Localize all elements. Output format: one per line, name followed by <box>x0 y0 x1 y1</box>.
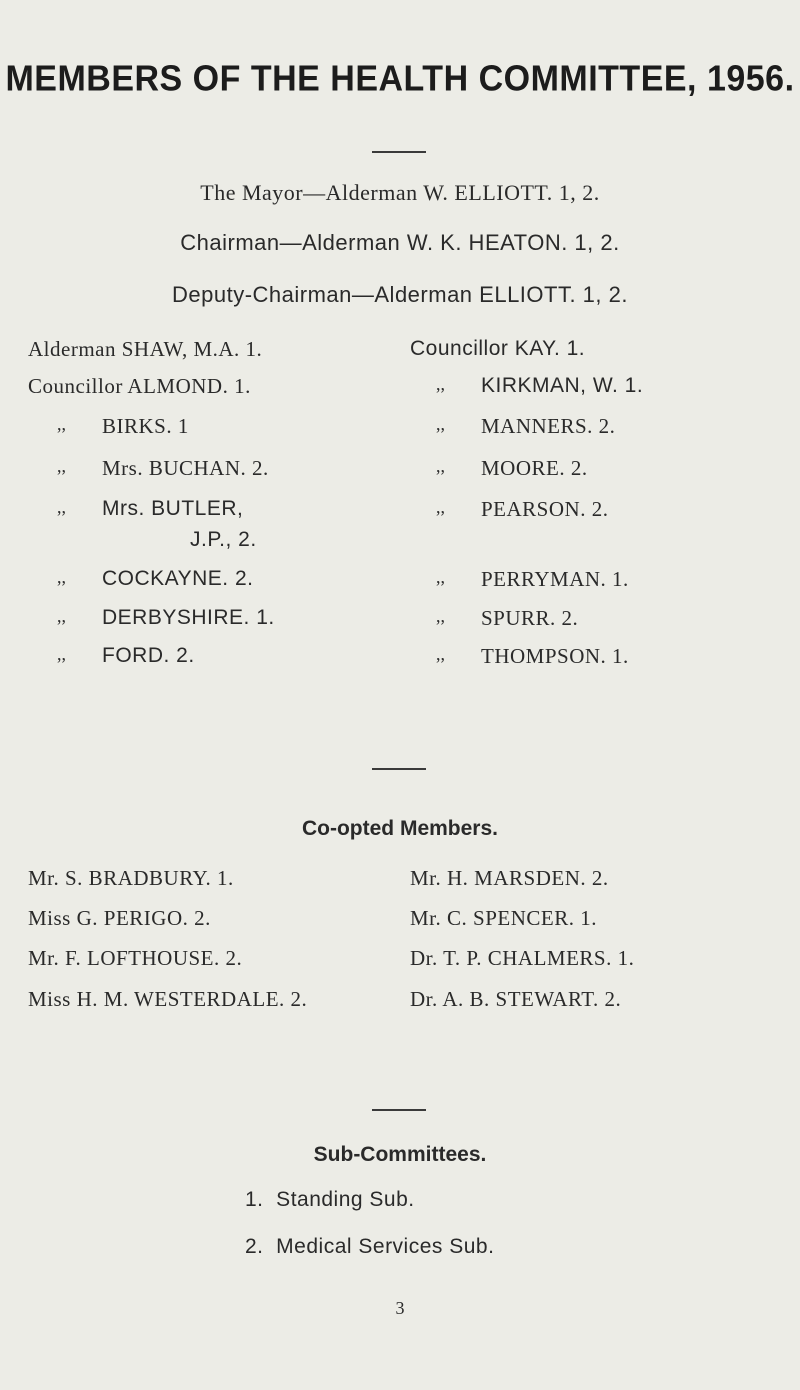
mayor-line: The Mayor—Alderman W. ELLIOTT. 1, 2. <box>200 180 600 205</box>
deputy-chairman-line: Deputy-Chairman—Alderman ELLIOTT. 1, 2. <box>171 282 628 307</box>
subcommittees-heading: Sub-Committees. <box>313 1143 487 1166</box>
alderman-entry: Alderman SHAW, M.A. 1. <box>28 337 263 361</box>
member-entry: Mrs. BUTLER, <box>102 497 244 520</box>
ditto-mark: ,, <box>436 567 445 587</box>
coopted-member: Dr. T. P. CHALMERS. 1. <box>410 946 635 970</box>
ditto-mark: ,, <box>436 497 445 517</box>
coopted-member: Miss G. PERIGO. 2. <box>28 906 211 930</box>
councillor-entry: Councillor KAY. 1. <box>410 337 586 360</box>
member-entry: PERRYMAN. 1. <box>481 567 629 591</box>
member-entry: KIRKMAN, W. 1. <box>481 374 644 397</box>
member-entry: MANNERS. 2. <box>481 414 616 438</box>
member-entry: BIRKS. 1 <box>102 414 189 438</box>
coopted-member: Miss H. M. WESTERDALE. 2. <box>28 987 308 1011</box>
page-title: MEMBERS OF THE HEALTH COMMITTEE, 1956. <box>5 59 795 99</box>
coopted-member: Mr. H. MARSDEN. 2. <box>410 866 609 890</box>
member-entry: FORD. 2. <box>102 644 195 667</box>
divider-top <box>372 151 426 153</box>
ditto-mark: ,, <box>436 644 445 664</box>
page-number: 3 <box>395 1298 405 1318</box>
ditto-mark: ,, <box>436 606 445 626</box>
ditto-mark: ,, <box>57 497 66 517</box>
ditto-mark: ,, <box>436 456 445 476</box>
coopted-heading: Co-opted Members. <box>301 817 498 840</box>
member-entry: SPURR. 2. <box>481 606 579 630</box>
member-entry: MOORE. 2. <box>481 456 588 480</box>
coopted-member: Mr. C. SPENCER. 1. <box>410 906 597 930</box>
coopted-member: Mr. F. LOFTHOUSE. 2. <box>28 946 243 970</box>
coopted-member: Dr. A. B. STEWART. 2. <box>410 987 622 1011</box>
ditto-mark: ,, <box>57 606 66 626</box>
chairman-line: Chairman—Alderman W. K. HEATON. 1, 2. <box>180 230 620 255</box>
ditto-mark: ,, <box>436 414 445 434</box>
ditto-mark: ,, <box>57 567 66 587</box>
member-entry: DERBYSHIRE. 1. <box>102 606 275 629</box>
ditto-mark: ,, <box>57 456 66 476</box>
subcommittee-item: 1. Standing Sub. <box>245 1188 415 1211</box>
ditto-mark: ,, <box>436 374 445 394</box>
member-entry: COCKAYNE. 2. <box>102 567 254 590</box>
member-entry: THOMPSON. 1. <box>481 644 629 668</box>
divider-middle <box>372 768 426 770</box>
member-entry: PEARSON. 2. <box>481 497 609 521</box>
member-entry: Mrs. BUCHAN. 2. <box>102 456 269 480</box>
councillor-entry: Councillor ALMOND. 1. <box>28 374 251 398</box>
ditto-mark: ,, <box>57 644 66 664</box>
coopted-member: Mr. S. BRADBURY. 1. <box>28 866 234 890</box>
subcommittee-item: 2. Medical Services Sub. <box>245 1235 495 1258</box>
member-entry-continuation: J.P., 2. <box>190 528 257 551</box>
divider-lower <box>372 1109 426 1111</box>
ditto-mark: ,, <box>57 414 66 434</box>
